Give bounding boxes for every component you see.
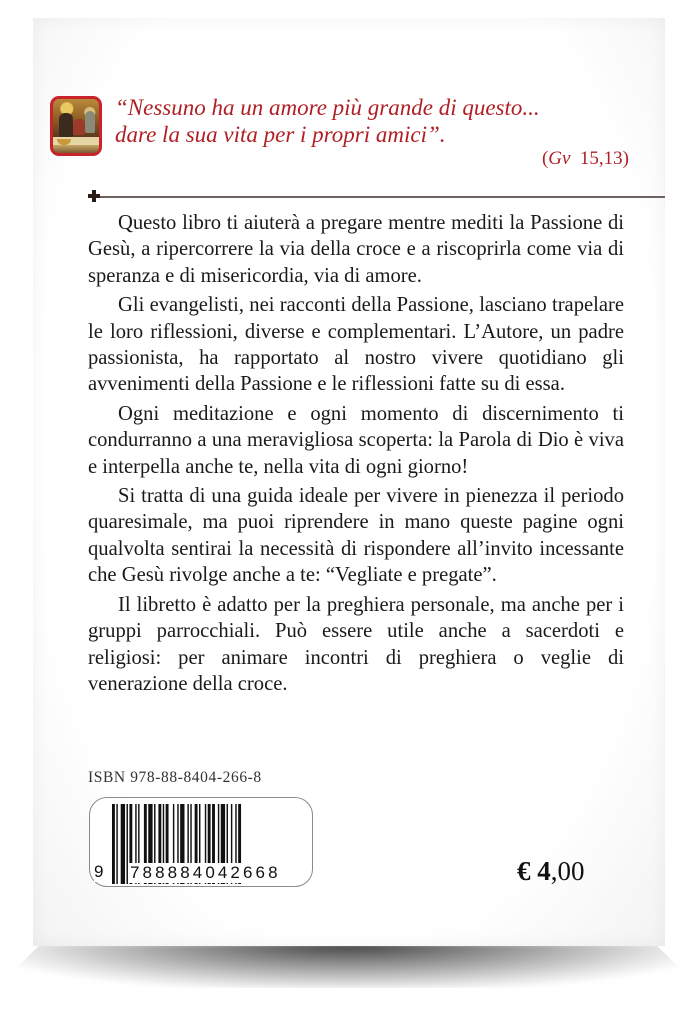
epigraph-quote [115, 94, 635, 148]
icon-figure [73, 119, 85, 135]
divider-line [95, 196, 665, 198]
quote-line-1: “Nessuno ha un amore più grande di questo... [115, 95, 540, 120]
price-cents: ,00 [550, 856, 585, 886]
quote-ref-verse: 15,13 [579, 148, 623, 169]
quote-line-2: dare la sua vita per i propri amici”. [115, 122, 446, 147]
quote-ref-book: Gv [548, 148, 571, 169]
cross-icon [88, 190, 100, 202]
quote-reference: (Gv 15,13) [541, 148, 629, 169]
blurb-paragraph: Si tratta di una guida ideale per vivere in pienezza il periodo quaresimale, ma puoi riprendere in mano queste pagine ogni qualvolta sentirai la necessità di rispondere all’invito incessante che Gesù rivolge anche a te: “Vegliate e pregate”. [88, 485, 624, 587]
book-shadow [14, 944, 682, 988]
barcode-bar [121, 804, 125, 884]
icon-figure [85, 111, 95, 133]
barcode-lead-digit: 9 [94, 862, 104, 881]
blurb-paragraph: Ogni meditazione e ogni momento di discernimento ti condurranno a una meravigliosa scoperta: la Parola di Dio è viva e interpella anche te, nella vita di ogni giorno! [88, 402, 624, 478]
blurb-paragraph: Gli evangelisti, nei racconti della Passione, lasciano trapelare le loro riflessioni, diverse e complementari. L’Autore, un padre passionista, ha rapportato al nostro vivere quotidiano gli avvenimenti della Passione e le riflessioni fatte su di essa. [88, 294, 624, 396]
blurb-paragraph: Questo libro ti aiuterà a pregare mentre mediti la Passione di Gesù, a ripercorrere la via della croce e a riscoprirla come via di speranza e di misericordia, via di amore. [88, 212, 624, 287]
isbn-label: ISBN 978-88-8404-266-8 [88, 769, 262, 786]
barcode-bar [116, 804, 117, 884]
price [517, 856, 585, 887]
icon-figure [59, 113, 73, 137]
price-main: € 4 [517, 856, 551, 886]
blurb-paragraph: Il libretto è adatto per la preghiera personale, ma anche per i gruppi parrocchiali. Può essere utile anche a sacerdoti e religiosi: per animare incontri di preghiera o veglie di venerazione della croce. [88, 593, 624, 695]
last-supper-icon [50, 96, 102, 156]
barcode-bar [112, 804, 115, 884]
barcode-digits: 788884042668 [128, 863, 300, 883]
blurb [88, 210, 624, 700]
barcode [89, 797, 313, 887]
